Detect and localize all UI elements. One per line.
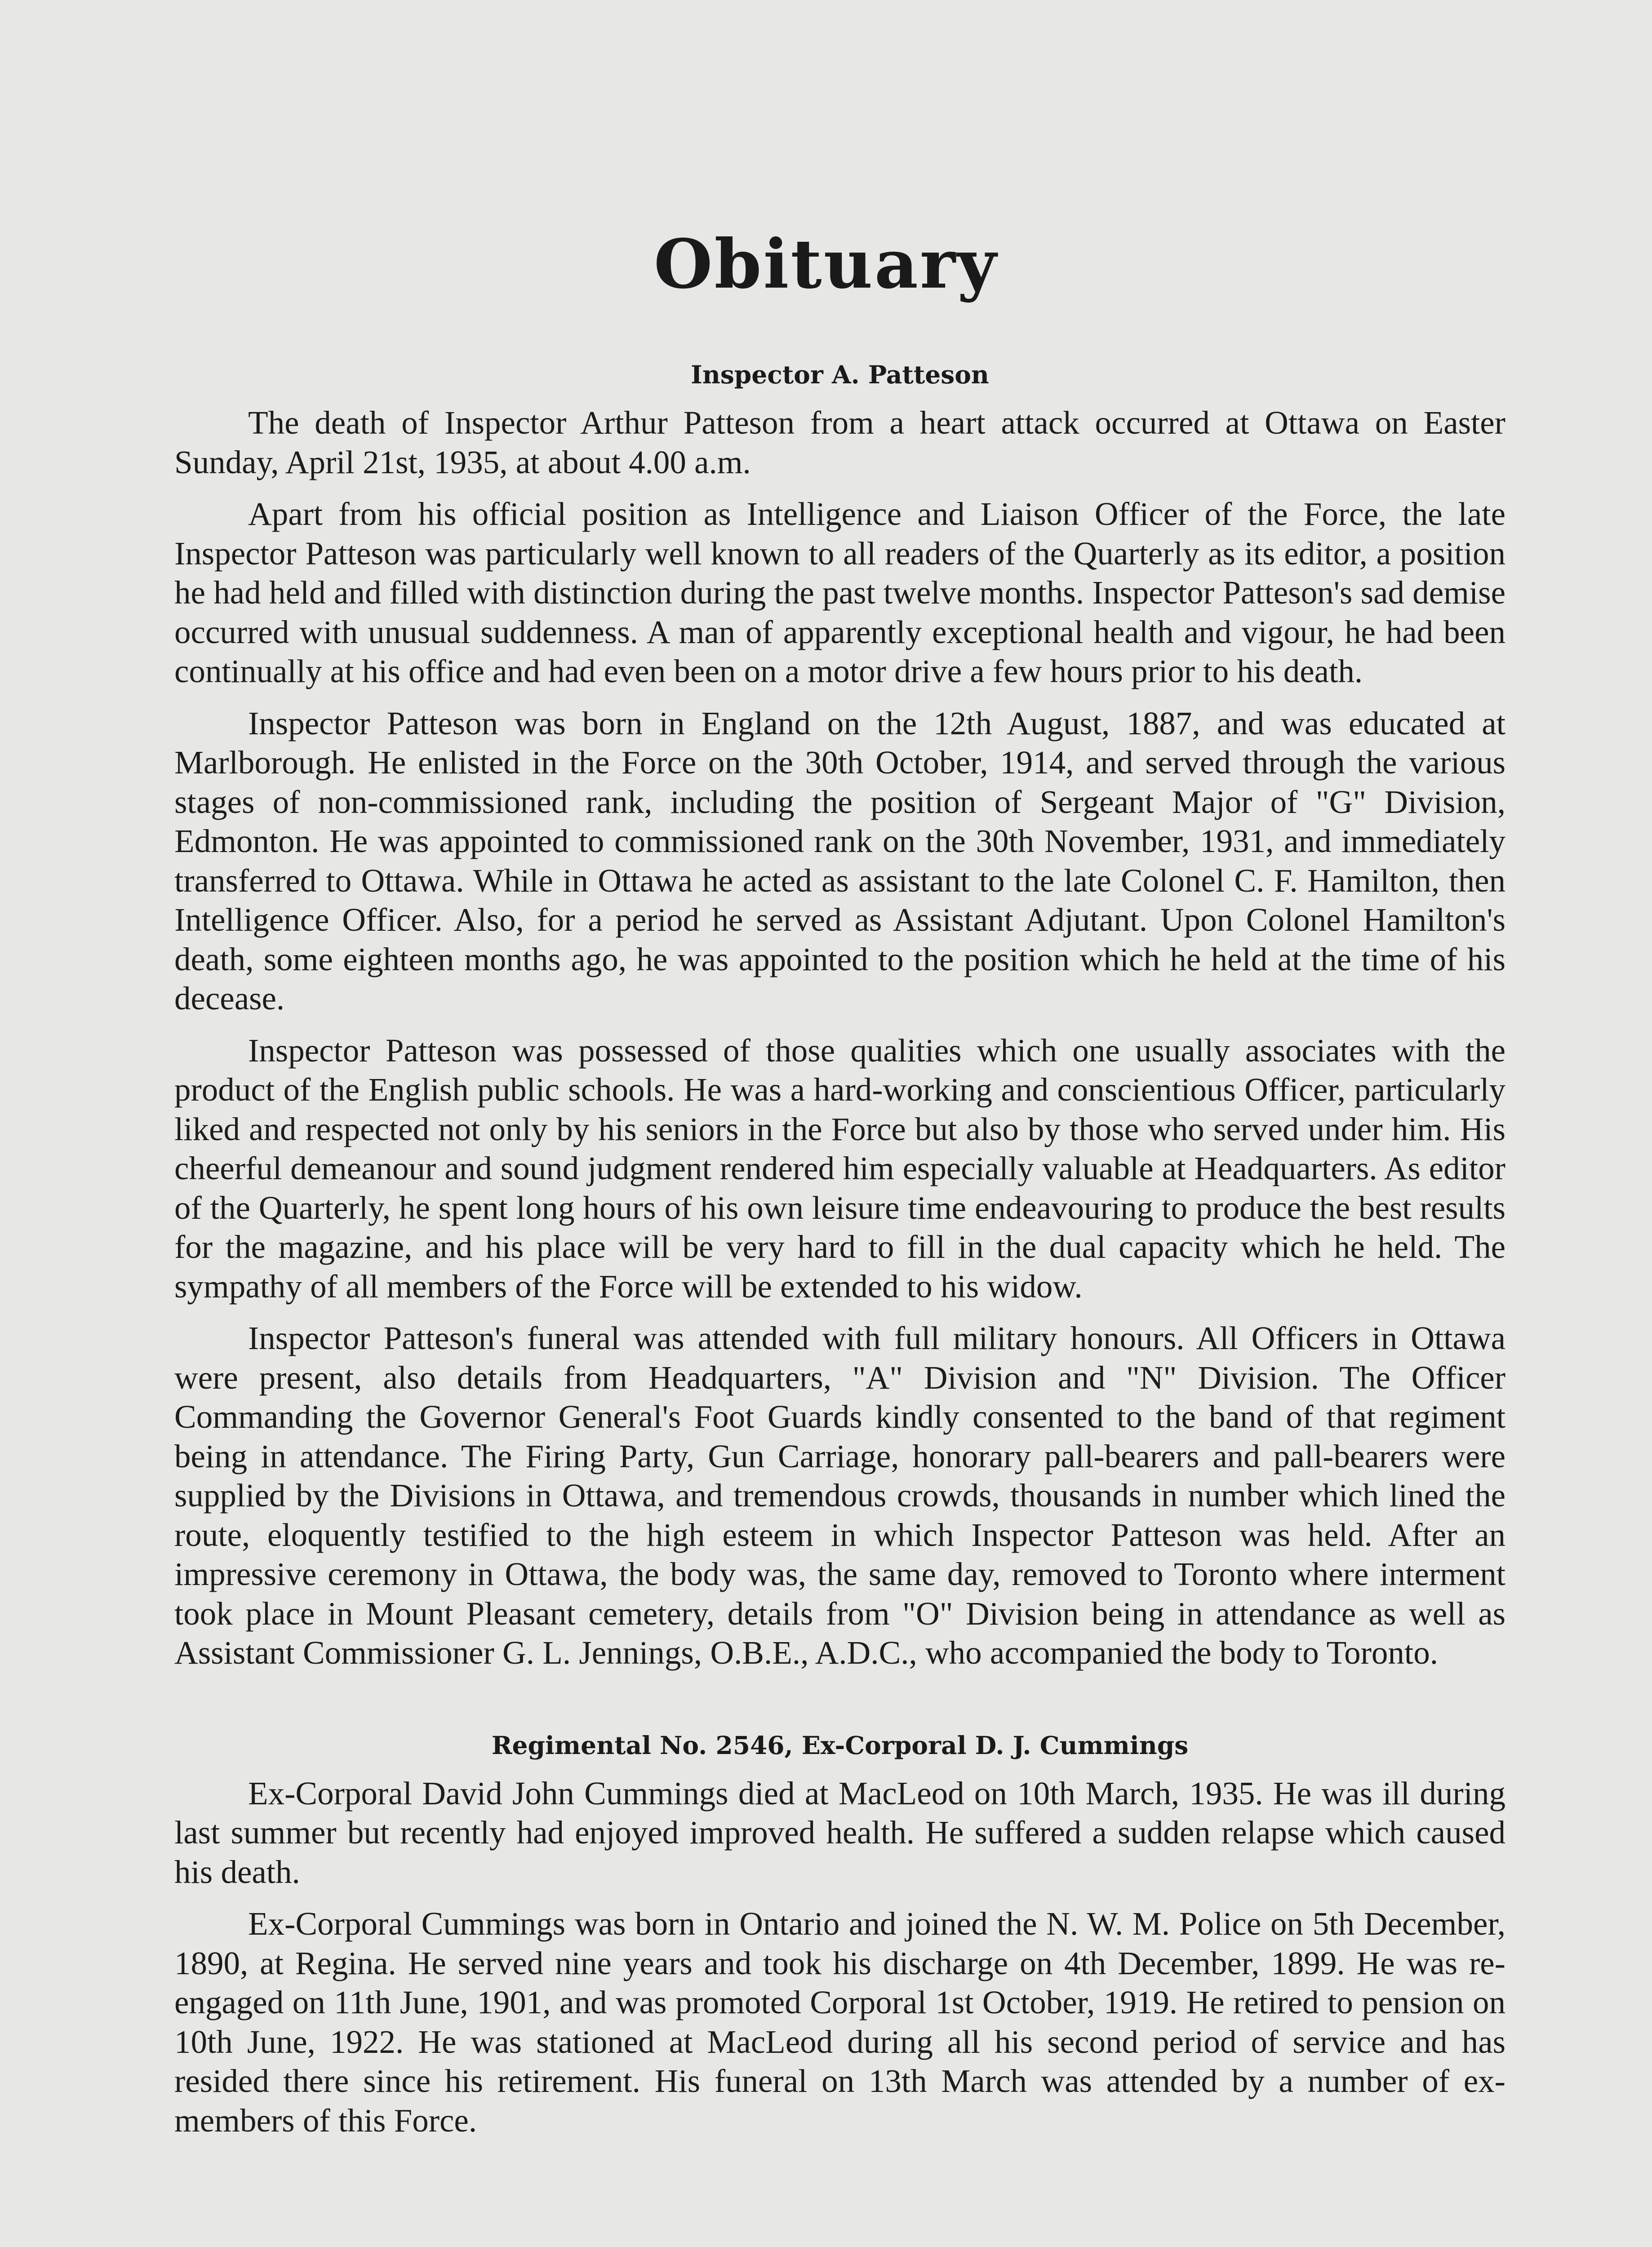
section-heading: Inspector A. Patteson xyxy=(691,360,989,389)
paragraph: Ex-Corporal David John Cummings died at MacLeod on 10th March, 1935. He was ill during last summer but recently had enjoyed improved health. He suffered a sudden relapse which caused his death. xyxy=(174,1775,1505,1890)
obituary-cummings xyxy=(174,1726,1505,2140)
paragraph: Ex-Corporal Cummings was born in Ontario and joined the N. W. M. Police on 5th December, 1890, at Regina. He served nine years and took his discharge on 4th December, 1899. He was re-engaged on 11th June, 1901, and was promoted Corporal 1st October, 1919. He retired to pension on 10th June, 1922. He was stationed at MacLeod during all his second period of service and has resided there since his retirement. His funeral on 13th March was attended by a number of ex-members of this Force. xyxy=(174,1905,1505,2139)
article-body xyxy=(174,355,1505,2140)
paragraph: Apart from his official position as Intelligence and Liaison Officer of the Force, the late Inspector Patteson was particularly well known to all readers of the Quarterly as its editor, a position he had held and filled with distinction during the past twelve months. Inspector Patteson's sad demise occurred with unusual suddenness. A man of apparently exceptional health and vigour, he had been continually at his office and had even been on a motor drive a few hours prior to his death. xyxy=(174,496,1505,689)
obituary-patteson xyxy=(174,355,1505,1673)
section-heading: Regimental No. 2546, Ex-Corporal D. J. Cummings xyxy=(491,1730,1189,1760)
paragraph: Inspector Patteson was born in England on the 12th August, 1887, and was educated at Marlborough. He enlisted in the Force on the 30th October, 1914, and served through the various stages of non-commissioned rank, including the position of Sergeant Major of "G" Division, Edmonton. He was appointed to commissioned rank on the 30th November, 1931, and immediately transferred to Ottawa. While in Ottawa he acted as assistant to the late Colonel C. F. Hamilton, then Intelligence Officer. Also, for a period he served as Assistant Adjutant. Upon Colonel Hamilton's death, some eighteen months ago, he was appointed to the position which he held at the time of his decease. xyxy=(174,705,1505,1017)
page-title: Obituary xyxy=(653,225,999,304)
paragraph: The death of Inspector Arthur Patteson from a heart attack occurred at Ottawa on Easter Sunday, April 21st, 1935, at about 4.00 a.m. xyxy=(174,404,1505,480)
paragraph: Inspector Patteson was possessed of those qualities which one usually associates with the product of the English public schools. He was a hard-working and conscientious Officer, particularly liked and respected not only by his seniors in the Force but also by those who served under him. His cheerful demeanour and sound judgment rendered him especially valuable at Headquarters. As editor of the Quarterly, he spent long hours of his own leisure time endeavouring to produce the best results for the magazine, and his place will be very hard to fill in the dual capacity which he held. The sympathy of all members of the Force will be extended to his widow. xyxy=(174,1032,1505,1305)
paragraph: Inspector Patteson's funeral was attended with full military honours. All Officers in Ottawa were present, also details from Headquarters, "A" Division and "N" Division. The Officer Commanding the Governor General's Foot Guards kindly consented to the band of that regiment being in attendance. The Firing Party, Gun Carriage, honorary pall-bearers and pall-bearers were supplied by the Divisions in Ottawa, and tremendous crowds, thousands in number which lined the route, eloquently testified to the high esteem in which Inspector Patteson was held. After an impressive ceremony in Ottawa, the body was, the same day, removed to Toronto where interment took place in Mount Pleasant cemetery, details from "O" Division being in attendance as well as Assistant Commissioner G. L. Jennings, O.B.E., A.D.C., who accompanied the body to Toronto. xyxy=(174,1320,1505,1671)
